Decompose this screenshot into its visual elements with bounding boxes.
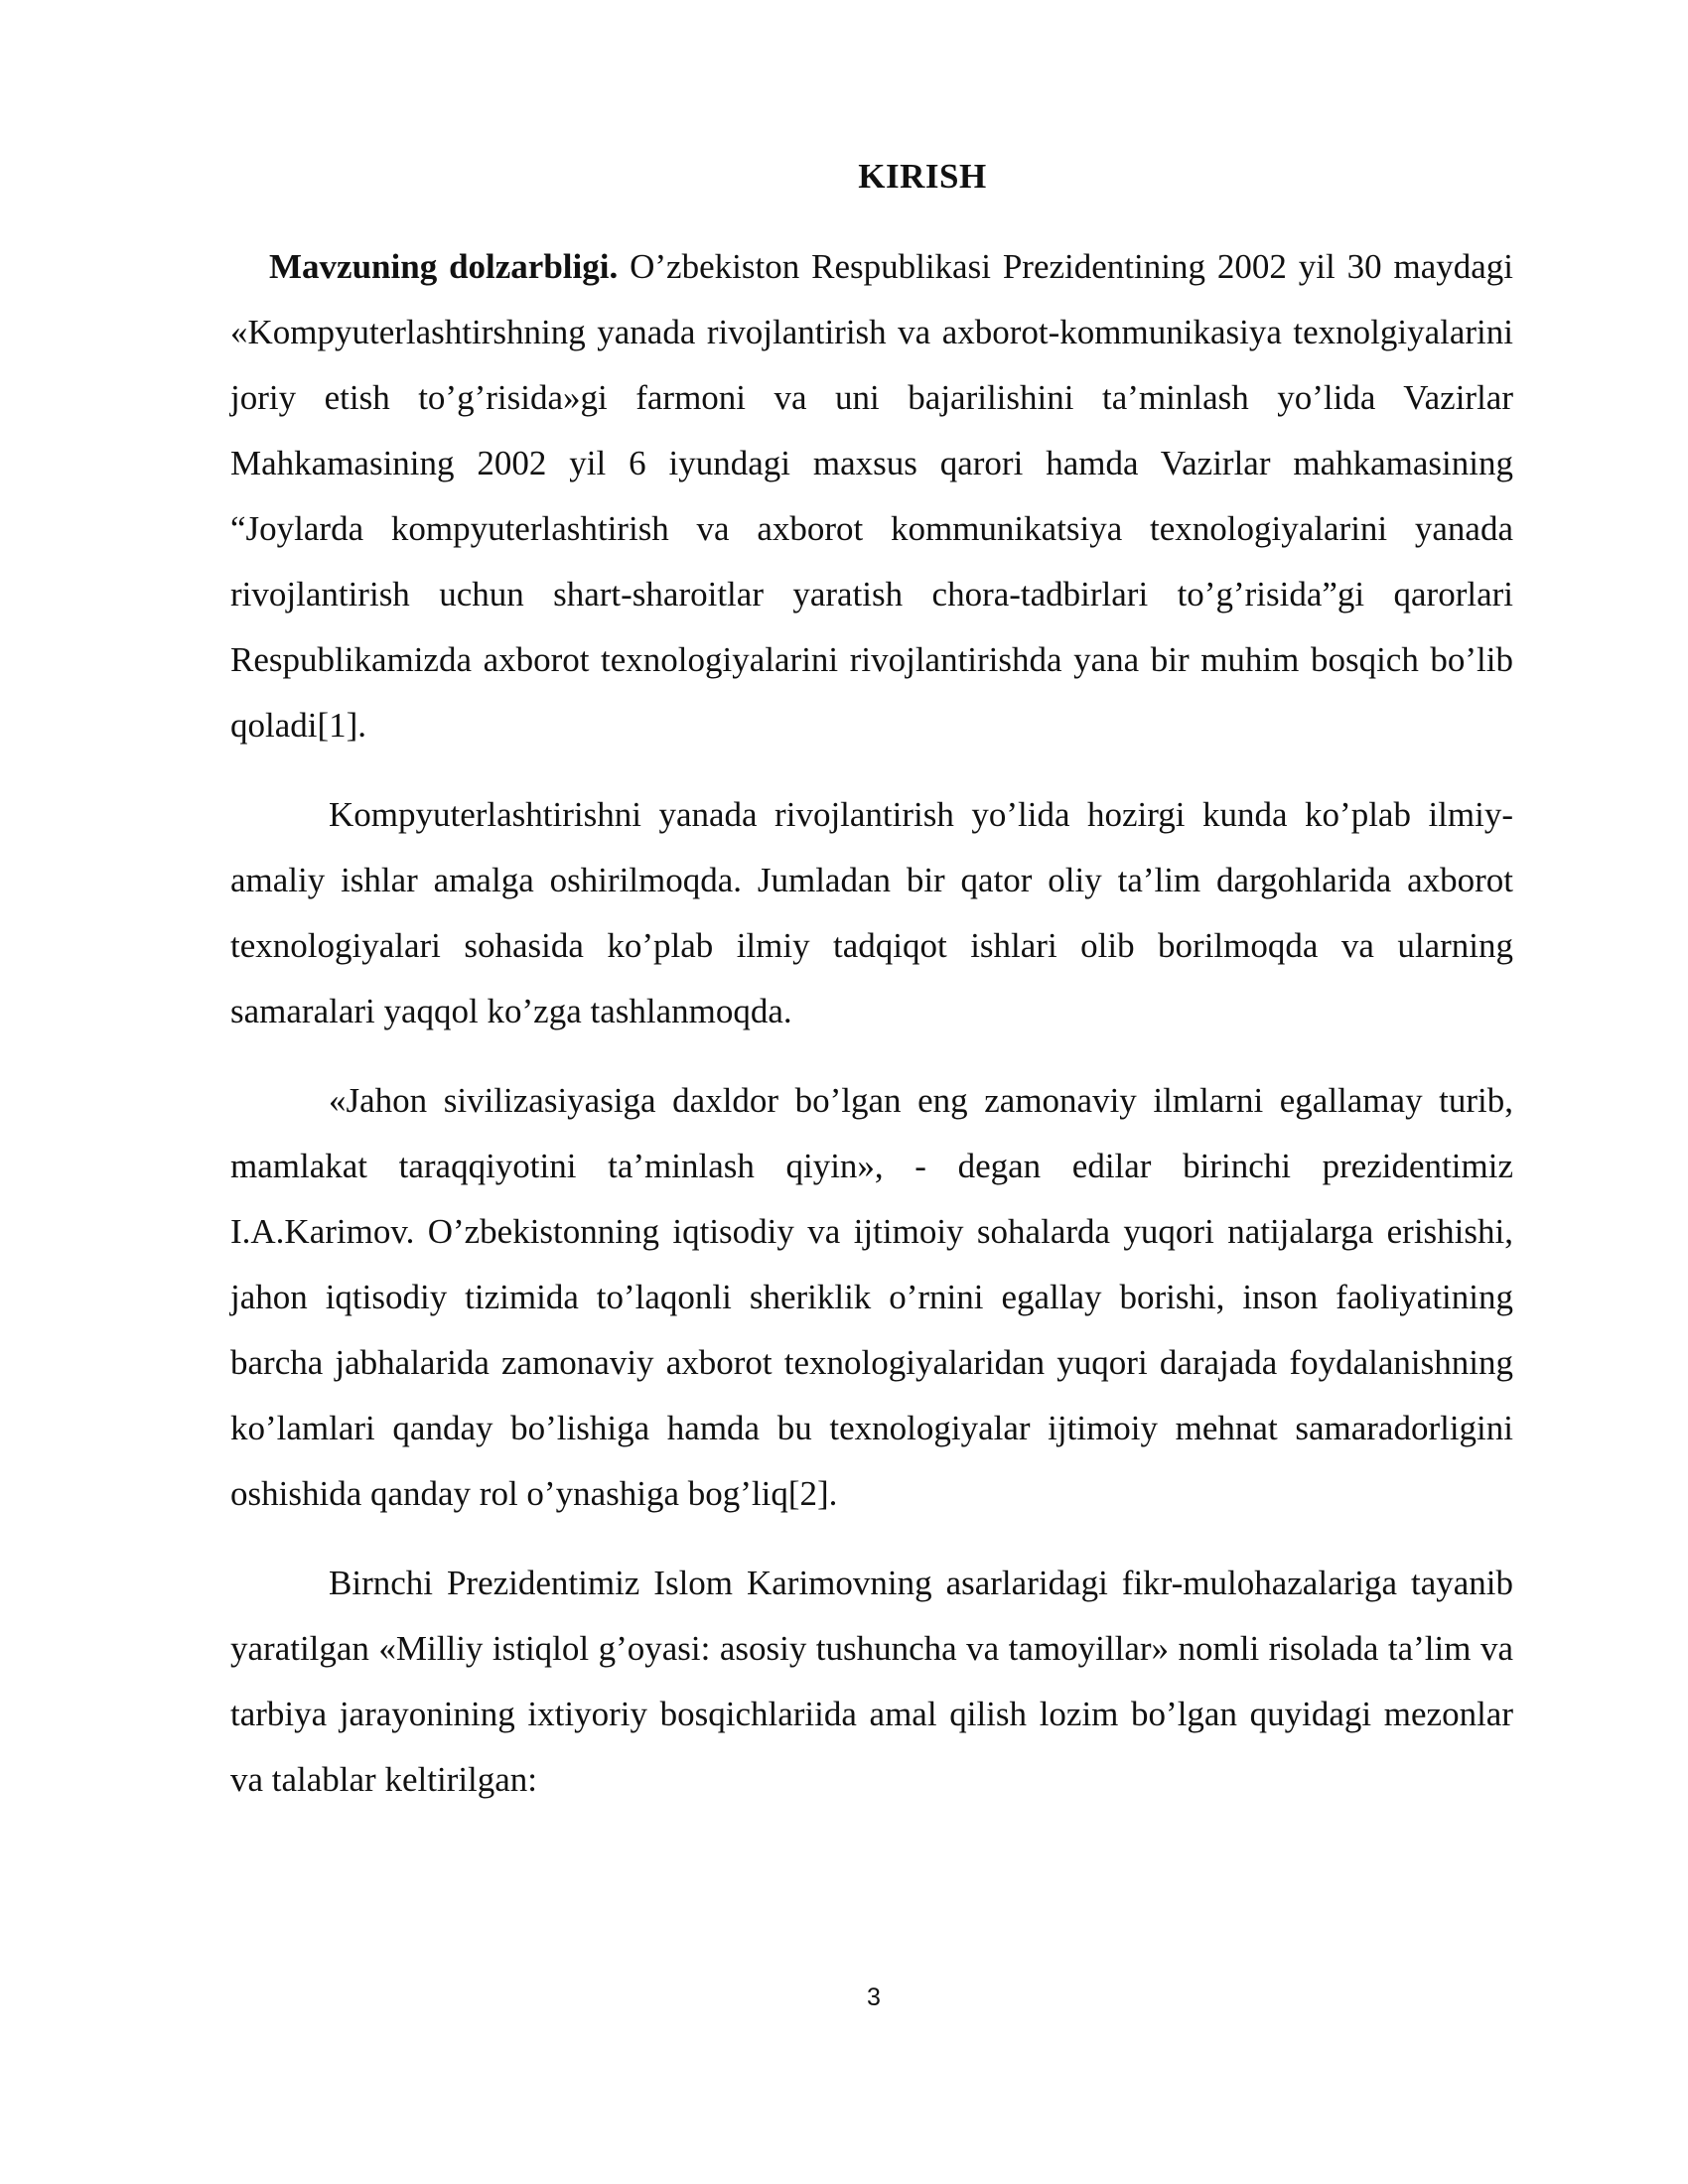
page-number: 3 bbox=[867, 1983, 881, 2011]
paragraph-computerization: Kompyuterlashtirishni yanada rivojlantirish yo’lida hozirgi kunda ko’plab ilmiy-amaliy ishlar amalga oshirilmoqda. Jumladan bir qator oliy ta’lim dargohlarida axborot texnologiyalari sohasida ko’plab ilmiy tadqiqot ishlari olib borilmoqda va ularning samaralari yaqqol ko’zga tashlanmoqda. bbox=[230, 795, 1513, 1030]
paragraph-national-idea: Birnchi Prezidentimiz Islom Karimovning asarlaridagi fikr-mulohazalariga tayanib yaratilgan «Milliy istiqlol g’oyasi: asosiy tushuncha va tamoyillar» nomli risolada ta’lim va tarbiya jarayonining ixtiyoriy bosqichlariida amal qilish lozim bo’lgan quyidagi mezonlar va talablar keltirilgan: bbox=[230, 1564, 1513, 1799]
paragraph-relevance bbox=[230, 234, 1513, 758]
body-text bbox=[230, 234, 1513, 1813]
paragraph-quote-karimov: «Jahon sivilizasiyasiga daxldor bo’lgan eng zamonaviy ilmlarni egallamay turib, mamlakat taraqqiyotini ta’minlash qiyin», - degan edilar birinchi prezidentimiz I.A.Karimov. O’zbekistonning iqtisodiy va ijtimoiy sohalarda yuqori natijalarga erishishi, jahon iqtisodiy tizimida to’laqonli sheriklik o’rnini egallay borishi, inson faoliyatining barcha jabhalarida zamonaviy axborot texnologiyalaridan yuqori darajada foydalanishning ko’lamlari qanday bo’lishiga hamda bu texnologiyalar ijtimoiy mehnat samaradorligini oshishida qanday rol o’ynashiga bog’liq[2]. bbox=[230, 1081, 1513, 1513]
paragraph-text: O’zbekiston Respublikasi Prezidentining 2002 yil 30 maydagi «Kompyuterlashtirshning yanada rivojlantirish va axborot-kommunikasiya texnolgiyalarini joriy etish to’g’risida»gi farmoni va uni bajarilishini ta’minlash yo’lida Vazirlar Mahkamasining 2002 yil 6 iyundagi maxsus qarori hamda Vazirlar mahkamasining “Joylarda kompyuterlashtirish va axborot kommunikatsiya texnologiyalarini yanada rivojlantirish uchun shart-sharoitlar yaratish chora-tadbirlari to’g’risida”gi qarorlari Respublikamizda axborot texnologiyalarini rivojlantirishda yana bir muhim bosqich bo’lib qoladi[1]. bbox=[230, 247, 1513, 745]
section-title: KIRISH bbox=[858, 157, 987, 196]
paragraph-lead-heading: Mavzuning dolzarbligi. bbox=[269, 247, 619, 286]
